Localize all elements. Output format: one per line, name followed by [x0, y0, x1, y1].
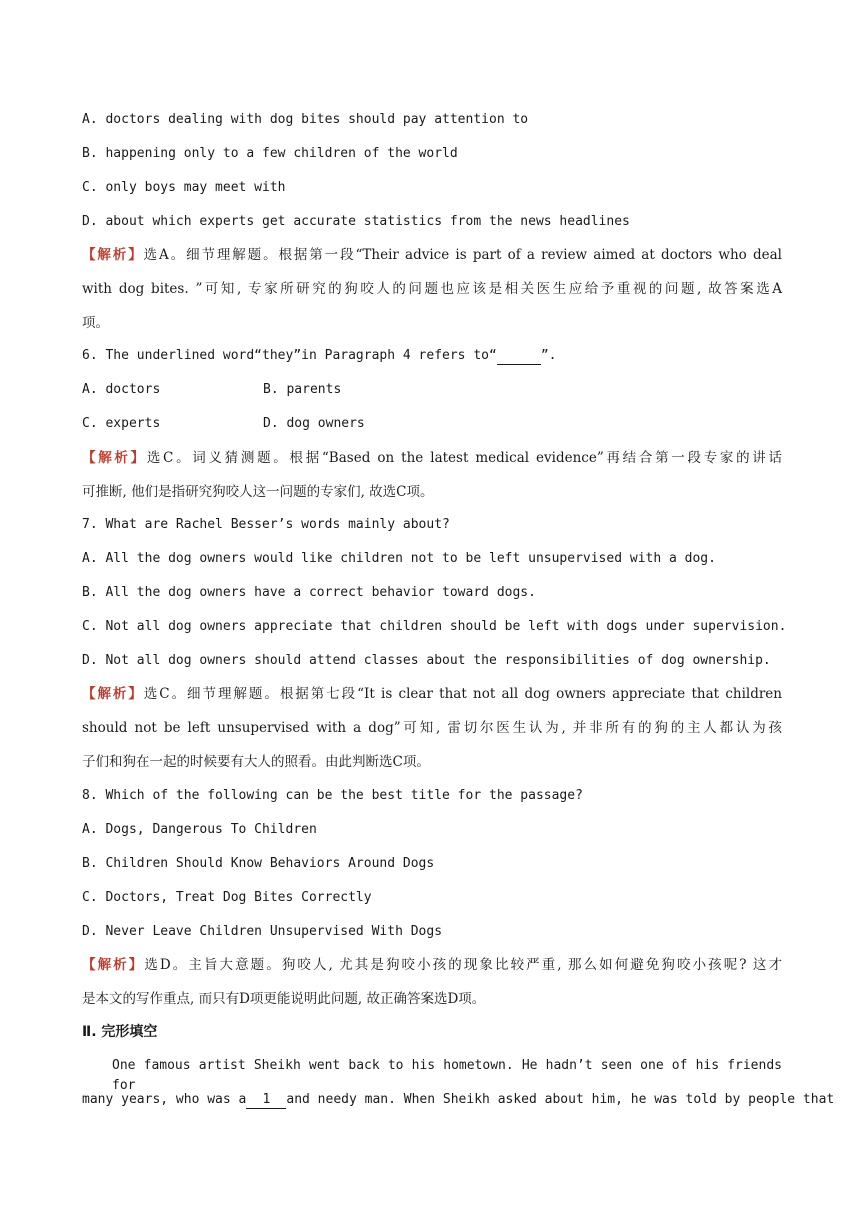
q8-analysis-line-1 — [82, 955, 782, 975]
q5-analysis-line-3: 项。 — [82, 315, 109, 331]
q7-analysis-text-1: 选C。细节理解题。根据第七段“It is clear that not all dog owners appreciate that children — [143, 686, 782, 702]
q8-analysis-line-2: 是本文的写作重点, 而只有D项更能说明此问题, 故正确答案选D项。 — [82, 991, 486, 1007]
q7-analysis-line-3: 子们和狗在一起的时候要有大人的照看。由此判断选C项。 — [82, 754, 430, 770]
q8-option-a: A. Dogs, Dangerous To Children — [82, 822, 317, 837]
q6-stem — [82, 346, 782, 366]
q7-option-c: C. Not all dog owners appreciate that children should be left with dogs under supervision. — [82, 619, 787, 634]
q6-analysis-line-2: 可推断, 他们是指研究狗咬人这一问题的专家们, 故选C项。 — [82, 484, 434, 500]
q5-analysis-line-2: with dog bites. ”可知, 专家所研究的狗咬人的问题也应该是相关医生应给予重视的问题, 故答案选A — [82, 281, 782, 297]
cloze-paragraph-line-1: One famous artist Sheikh went back to his hometown. He hadn’t seen one of his friends for — [112, 1058, 782, 1093]
analysis-tag: 【解析】 — [82, 450, 147, 466]
q8-option-d: D. Never Leave Children Unsupervised With Dogs — [82, 924, 443, 939]
q6-analysis-text-1: 选C。词义猜测题。根据“Based on the latest medical evidence”再结合第一段专家的讲话 — [146, 450, 783, 466]
q6-option-b: B. parents — [263, 382, 342, 397]
q7-stem: 7. What are Rachel Besser’s words mainly about? — [82, 517, 450, 532]
q6-option-d: D. dog owners — [263, 416, 365, 431]
q5-option-b: B. happening only to a few children of the world — [82, 146, 458, 161]
q8-option-b: B. Children Should Know Behaviors Around Dogs — [82, 856, 435, 871]
q5-option-a: A. doctors dealing with dog bites should pay attention to — [82, 112, 529, 127]
q8-analysis-text-1: 选D。主旨大意题。狗咬人, 尤其是狗咬小孩的现象比较严重, 那么如何避免狗咬小孩呢? 这才 — [144, 957, 782, 973]
cloze-blank-1: 1 — [246, 1092, 286, 1109]
q8-stem: 8. Which of the following can be the best title for the passage? — [82, 788, 583, 803]
cloze-text-pre: many years, who was a — [82, 1092, 247, 1107]
q7-option-d: D. Not all dog owners should attend classes about the responsibilities of dog ownership. — [82, 653, 771, 668]
q6-options-row-2 — [82, 414, 782, 434]
q7-analysis-line-2: should not be left unsupervised with a dog”可知, 雷切尔医生认为, 并非所有的狗的主人都认为孩 — [82, 720, 782, 736]
q7-analysis-line-1 — [82, 684, 782, 704]
cloze-text-post: and needy man. When Sheikh asked about him, he was told by people that — [286, 1092, 835, 1107]
q6-stem-post: ”. — [540, 348, 557, 363]
q6-option-a: A. doctors — [82, 382, 161, 397]
q6-blank — [497, 348, 541, 365]
q7-option-a: A. All the dog owners would like children not to be left unsupervised with a dog. — [82, 551, 716, 566]
q5-analysis-line-1 — [82, 245, 782, 265]
q6-options-row-1 — [82, 380, 782, 400]
q5-analysis-text-1: 选A。细节理解题。根据第一段“Their advice is part of a review aimed at doctors who deal — [143, 247, 782, 263]
analysis-tag: 【解析】 — [82, 957, 145, 973]
section-heading: Ⅱ. 完形填空 — [82, 1024, 158, 1040]
q6-analysis-line-1 — [82, 448, 782, 468]
q7-option-b: B. All the dog owners have a correct behavior toward dogs. — [82, 585, 536, 600]
q8-option-c: C. Doctors, Treat Dog Bites Correctly — [82, 890, 372, 905]
analysis-tag: 【解析】 — [82, 686, 144, 702]
q6-option-c: C. experts — [82, 416, 161, 431]
analysis-tag: 【解析】 — [82, 247, 144, 263]
q6-stem-pre: 6. The underlined word“they”in Paragraph 4 refers to“ — [82, 348, 497, 363]
q5-option-c: C. only boys may meet with — [82, 180, 286, 195]
q5-option-d: D. about which experts get accurate statistics from the news headlines — [82, 214, 630, 229]
cloze-paragraph-line-2 — [82, 1090, 835, 1110]
